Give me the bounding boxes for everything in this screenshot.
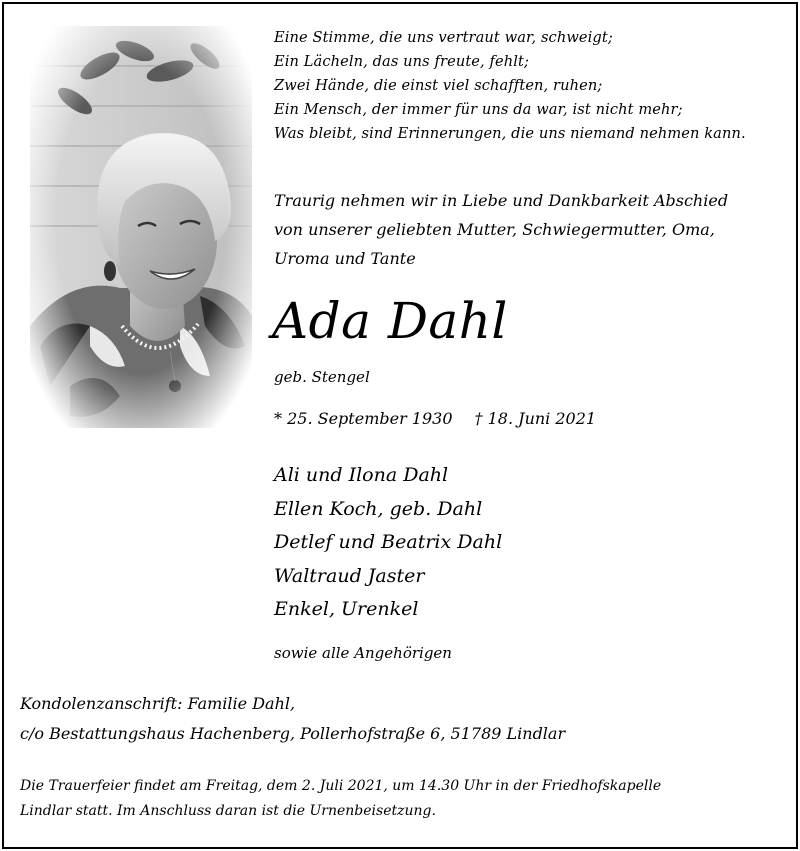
family-list bbox=[274, 459, 502, 627]
condolence-address bbox=[20, 689, 565, 749]
family-member: Enkel, Urenkel bbox=[274, 598, 419, 620]
poem-line: Was bleibt, sind Erinnerungen, die uns niemand nehmen kann. bbox=[274, 125, 746, 142]
poem bbox=[274, 26, 784, 146]
poem-line: Ein Mensch, der immer für uns da war, ist nicht mehr; bbox=[274, 101, 683, 118]
address-line: Kondolenzanschrift: Familie Dahl, bbox=[20, 694, 296, 713]
family-member: Ellen Koch, geb. Dahl bbox=[274, 497, 483, 520]
farewell-line: von unserer geliebten Mutter, Schwiegermutter, Oma, bbox=[274, 220, 715, 239]
family-member: Ali und Ilona Dahl bbox=[274, 464, 449, 486]
farewell-text bbox=[274, 186, 784, 273]
farewell-line: Traurig nehmen wir in Liebe und Dankbarkeit Abschied bbox=[274, 191, 729, 210]
family-member: Waltraud Jaster bbox=[274, 564, 425, 587]
poem-line: Zwei Hände, die einst viel schafften, ruhen; bbox=[274, 77, 603, 94]
service-line: Lindlar statt. Im Anschluss daran ist die Urnenbeisetzung. bbox=[20, 803, 436, 819]
poem-line: Ein Lächeln, das uns freute, fehlt; bbox=[274, 53, 529, 70]
farewell-line: Uroma und Tante bbox=[274, 249, 416, 268]
family-member: Detlef und Beatrix Dahl bbox=[274, 531, 503, 553]
death-date: † 18. Juni 2021 bbox=[474, 409, 597, 428]
portrait-photo bbox=[30, 26, 252, 428]
portrait-photo-icon bbox=[30, 26, 252, 428]
deceased-name: Ada Dahl bbox=[272, 292, 508, 350]
maiden-name: geb. Stengel bbox=[274, 368, 370, 386]
address-line: c/o Bestattungshaus Hachenberg, Pollerhofstraße 6, 51789 Lindlar bbox=[20, 724, 566, 743]
relatives-note: sowie alle Angehörigen bbox=[274, 644, 452, 662]
funeral-service-info bbox=[20, 774, 661, 824]
life-dates bbox=[274, 406, 596, 432]
poem-line: Eine Stimme, die uns vertraut war, schweigt; bbox=[274, 29, 613, 46]
service-line: Die Trauerfeier findet am Freitag, dem 2. Juli 2021, um 14.30 Uhr in der Friedhofskapelle bbox=[20, 778, 662, 794]
birth-date: * 25. September 1930 bbox=[274, 409, 453, 428]
